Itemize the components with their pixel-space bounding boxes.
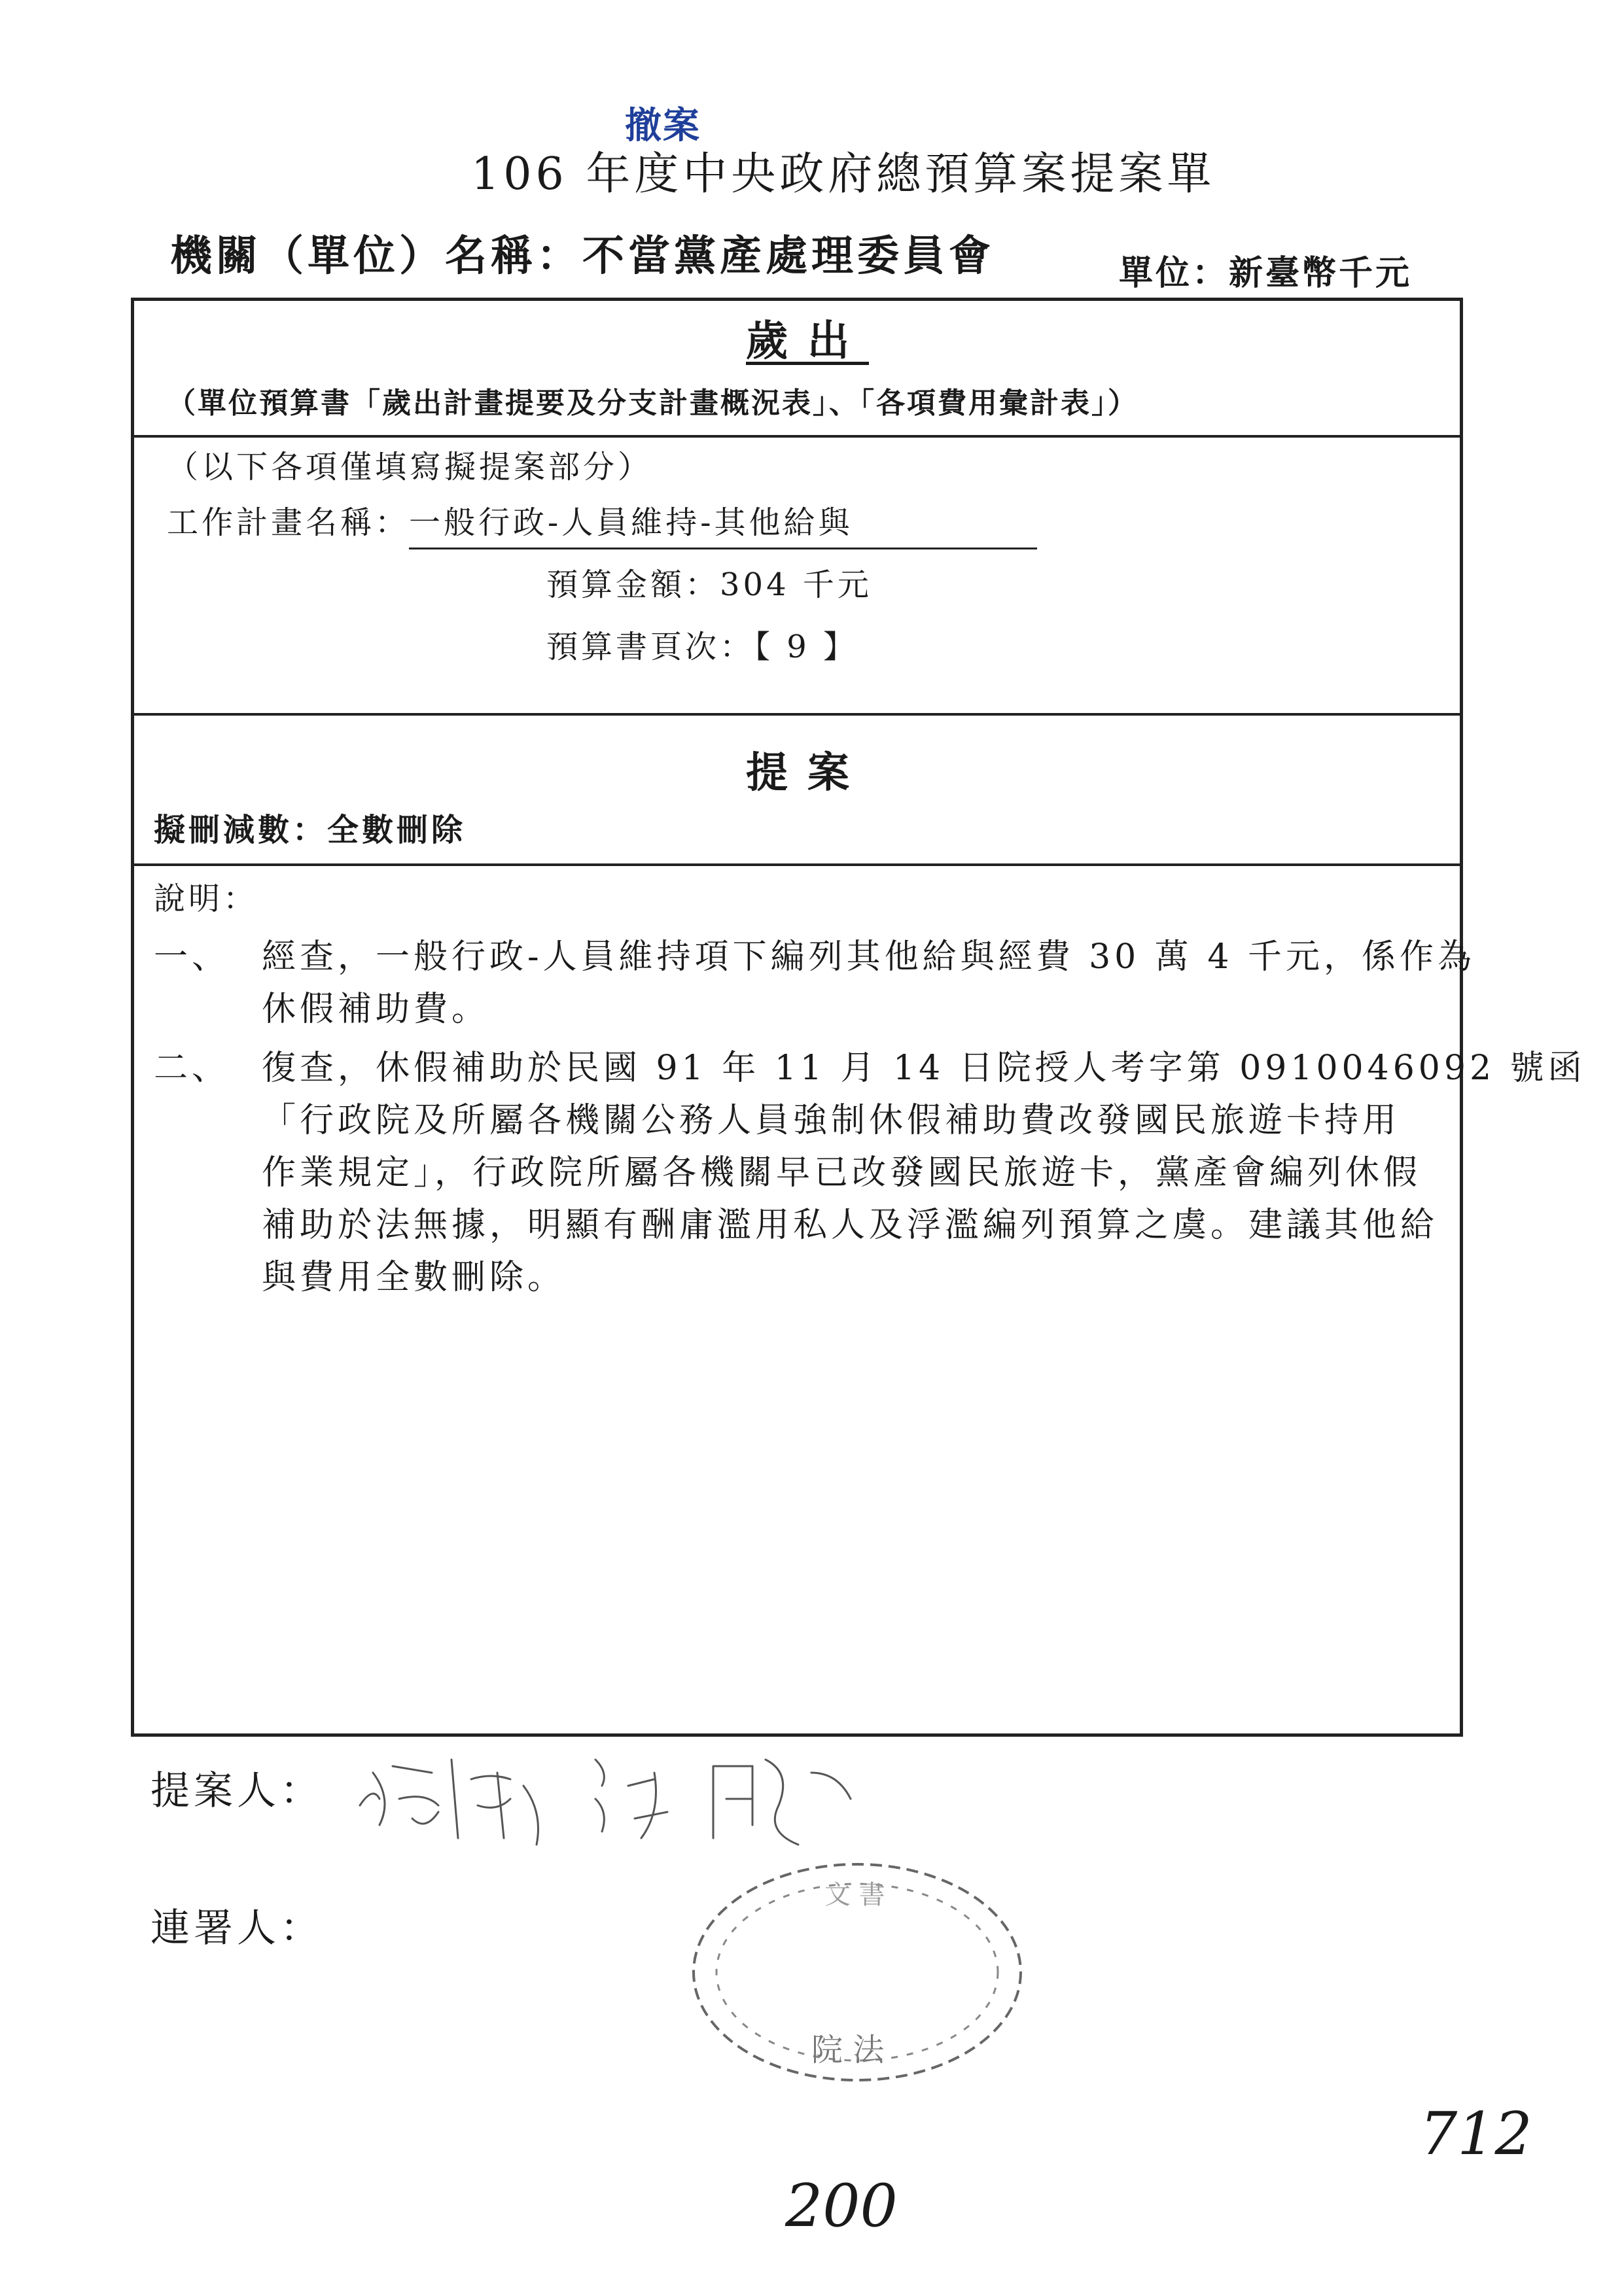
proposal-form-box — [131, 298, 1586, 1737]
expenditure-heading: 歲出 — [746, 317, 869, 366]
work-plan-label: 工作計畫名稱： — [167, 504, 410, 541]
explanation-line: 與費用全數刪除。 — [262, 1258, 566, 1297]
explanation-line: 「行政院及所屬各機關公務人員強制休假補助費改發國民旅遊卡持用 — [262, 1101, 1401, 1140]
divider — [134, 713, 1460, 716]
budget-page: 預算書頁次：【 9 】 — [546, 629, 858, 665]
agency-line — [170, 222, 995, 283]
proposal-heading: 提案 — [746, 748, 869, 797]
explanation-line: 補助於法無據，明顯有酬庸濫用私人及浮濫編列預算之虞。建議其他給 — [262, 1206, 1439, 1245]
reduction-value: 全數刪除 — [327, 812, 467, 848]
page-title: 106 年度中央政府總預算案提案單 — [471, 148, 1216, 200]
agency-name: 不當黨產處理委員會 — [582, 232, 995, 281]
cosigner-label: 連署人： — [150, 1905, 323, 1951]
agency-label: 機關（單位）名稱： — [170, 232, 582, 281]
fill-note: （以下各項僅填寫擬提案部分） — [167, 449, 653, 485]
currency-unit: 單位：新臺幣千元 — [1119, 253, 1413, 293]
item-marker: 一、 — [154, 937, 230, 977]
reduction-label: 擬刪減數： — [154, 812, 328, 848]
explanation-line: 經查，一般行政-人員維持項下編列其他給與經費 30 萬 4 千元，係作為 — [262, 937, 1475, 977]
item-marker: 二、 — [154, 1049, 230, 1088]
handwritten-page-number: 712 — [1420, 2100, 1532, 2168]
divider — [134, 863, 1460, 866]
explanation-line: 作業規定」，行政院所屬各機關早已改發國民旅遊卡，黨產會編列休假 — [262, 1153, 1422, 1192]
divider — [134, 435, 1460, 438]
work-plan-name: 一般行政-人員維持-其他給與 — [409, 497, 1037, 549]
explanation-line: 復查，休假補助於民國 91 年 11 月 14 日院授人考字第 0910046092 號函 — [262, 1049, 1586, 1088]
svg-text:院 法: 院 法 — [811, 2032, 885, 2068]
explanation-label: 說明： — [154, 880, 258, 917]
expenditure-reference: （單位預算書「歲出計畫提要及分支計畫概況表」、「各項費用彙計表」） — [167, 387, 1139, 420]
explanation-line: 休假補助費。 — [262, 990, 490, 1029]
legislative-seal-stamp — [680, 1845, 1034, 2100]
withdrawn-stamp: 撤案 — [625, 104, 701, 147]
reduction-line — [154, 805, 466, 850]
proposer-label: 提案人： — [150, 1768, 323, 1814]
handwritten-bottom-number: 200 — [785, 2172, 898, 2240]
svg-text:文 書: 文 書 — [824, 1880, 885, 1910]
handwritten-signature — [347, 1733, 1001, 1851]
budget-amount: 預算金額：304 千元 — [546, 566, 872, 603]
